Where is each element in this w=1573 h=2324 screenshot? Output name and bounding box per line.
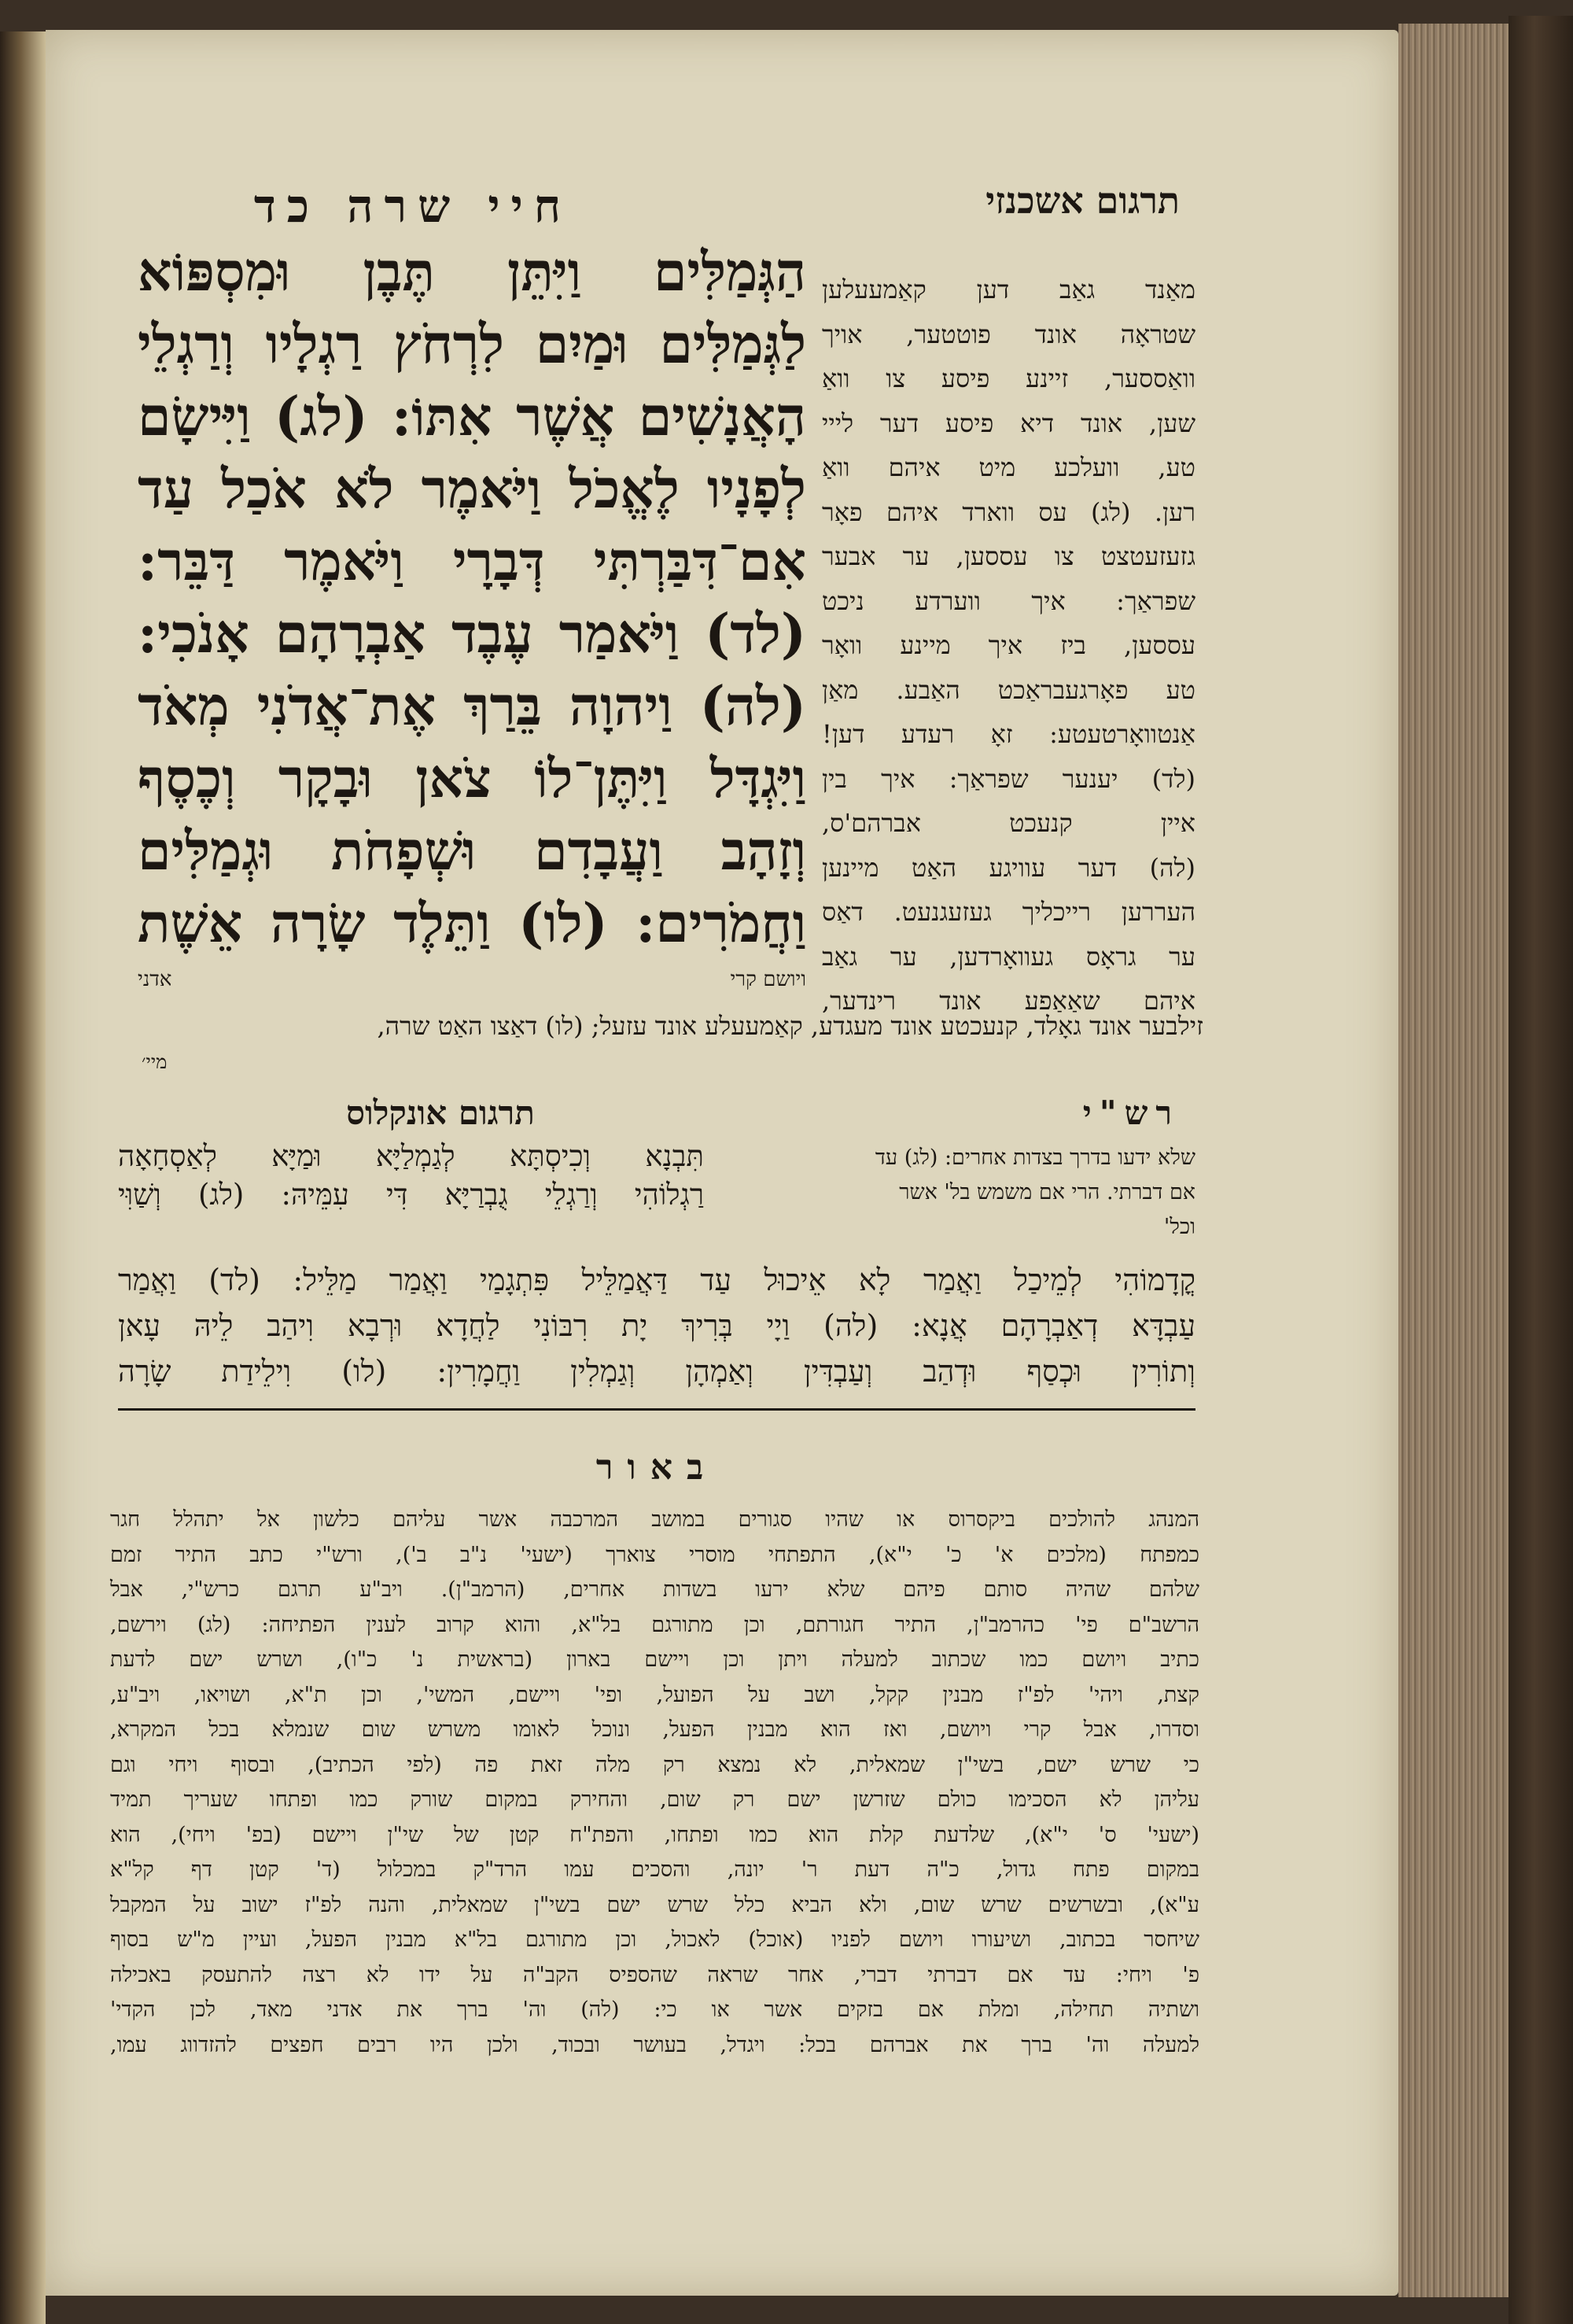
section-divider (118, 1408, 1195, 1411)
yiddish-line: (לד) יענער שפראַך: איך בין (822, 763, 1195, 794)
biur-line: במקום פתח גדול, כ"ה דעת ר' יונה, והסכים עמו הרד"ק במכלול (ד' קטן דף קל"א (110, 1857, 1199, 1882)
biur-line: שיחסר בכתוב, ושיעורו ויושם לפניו (אוכל) לאכול, וכן מתורגם בל"א מבנין הפעל, ועיין מ"ש בסוף (110, 1927, 1199, 1952)
rashi-line: וכל' (1163, 1215, 1195, 1239)
biur-line: למעלה וה' ברך את אברהם בכל: ויגדל, בעושר ובכוד, ולכן היו רבים חפצים להזדווג עמו, (110, 2032, 1199, 2057)
yiddish-line: טע, וועלכע מיט איהם וואַ (822, 452, 1195, 482)
yiddish-line: שפראַך: איך ווערדע ניכט (822, 585, 1195, 616)
onkelos-line: קֳדָמוֹהִי לְמֵיכַל וַאֲמַר לָא אֵיכוּל עַד דַּאֲמַלֵּיל פִּתְגָמַי וַאֲמַר מַלֵּיל: (לד) וַאֲמַר (118, 1263, 1195, 1297)
torah-line: (לה) וַיהוָה בֵּרַךְ אֶת־אֲדֹנִי מְאֹד (138, 675, 806, 738)
yiddish-line: איין קנעכט אברהם'ס, (822, 808, 1195, 838)
biur-line: פ' ויחי: עד אם דברתי דברי, אחר שראה שהספיס הקב"ה על ידו לא רצה להתעסק באכילה (110, 1962, 1199, 1987)
yiddish-line: וואַססער, זיינע פיסע צו וואַ (822, 363, 1195, 393)
torah-line: וְזָהָב וַעֲבָדִם וּשְׁפָחֹת וּגְמַלִּים (138, 820, 806, 883)
yiddish-line: גזעזעטצט צו עססען, ער אבער (822, 541, 1195, 571)
yiddish-line: שען, אונד דיא פיסע דער לייי (822, 408, 1195, 438)
torah-text-block (138, 236, 806, 960)
biur-line: המנהג להולכים ביקסרוס או שהיו סגורים במושב המרכבה אשר עליהם כלשון אל יתהלל חגר (110, 1507, 1199, 1532)
keri-note: ויושם קרי (730, 968, 806, 991)
yiddish-line: אַנטוואָרטעטע: זאָ רעדע דען! (822, 719, 1195, 749)
onkelos-text (118, 1137, 704, 1214)
yiddish-line: ער גראָס געוואָרדען, ער גאַב (822, 941, 1195, 972)
biur-line: עליהן לא הסכימו כולם שזרשן ישם רק שום, והחירק במקום שורק כמו ופתחו שעריך תמיד (110, 1787, 1199, 1812)
torah-line: וַחֲמֹרִים: (לו) וַתֵּלֶד שָׂרָה אֵשֶׁת (138, 892, 806, 955)
biur-line: (ישעי' ס' י"א), שלדעת קלת הוא כמו ופתחו, והפת"ח קטן של שי"ן ויישם (בפ' ויחי), הוא (110, 1822, 1199, 1847)
rashi-line: אם דברתי. הרי אם משמש בל' אשר (899, 1180, 1195, 1204)
biur-commentary (110, 1503, 1199, 2063)
onkelos-line: וְתוֹרִין וּכְסַף וּדְהַב וְעַבְדִּין וְאַמְהָן וְגַמְלִין וַחֲמָרִין: (לו) וִילֵידַת שָׂרָה (118, 1354, 1195, 1389)
page-fore-edge (1398, 24, 1509, 2297)
biur-line: כתיב ויושם כמו שכתוב למעלה ויתן וכן ויישם בארון (בראשית נ' כ"ו), ושרש ישם לדעת (110, 1647, 1199, 1672)
torah-line: אִם־דִּבַּרְתִּי דְּבָרָי וַיֹּאמֶר דַּבֵּר: (138, 530, 806, 593)
biur-line: קצת, ויהי' לפ"ז מבנין קקל, ושב על הפועל, ופי' ויישם, המשי', וכן ת"א, ושויאו, ויב"ע, (110, 1682, 1199, 1707)
biur-line: וסדרו, אבל קרי ויושם, ואז הוא מבנין הפעל, ונוכל לאומו משרש שום שנמלא בכל המקרא, (110, 1717, 1199, 1742)
left-page-edge (0, 31, 46, 2324)
yiddish-line: (לה) דער עוויגע האַט מיינען (822, 852, 1195, 883)
torah-line: לַגְּמַלִּים וּמַיִם לִרְחֹץ רַגְלָיו וְרַגְלֵי (138, 313, 806, 376)
biur-line: הרשב"ם פי' כהרמב"ן, התיר חגורתם, וכן מתורגם בל"א, והוא קרוב לענין הפתיחה: (לג) וירשם, (110, 1612, 1199, 1637)
keri-note: אדני (138, 968, 172, 991)
onkelos-text-wide (118, 1257, 1195, 1394)
yiddish-line: רען. (לג) עס ווארד איהם פאָר (822, 496, 1195, 527)
torah-line: הַגְּמַלִּים וַיִּתֵּן תֶּבֶן וּמִסְפּוֹא (138, 241, 806, 304)
yiddish-line: טע פאָרגעבראַכט האַבע. מאַן (822, 674, 1195, 705)
yiddish-continuation-line: זילבער אונד גאָלד, קנעכטע אונד מעגדע, קאַמעעלע אונד עזעל; (לו) דאַצו האַט שרה, (377, 1011, 1203, 1041)
torah-line: וַיִּגְדָּל וַיִּתֶּן־לוֹ צֹאן וּבָקָר וְכֶסֶף (138, 747, 806, 810)
onkelos-line: רַגְלוֹהִי וְרַגְלֵי גֻבְרַיָּא דִּי עִמֵּיהּ: (לג) וְשַׁוִּי (118, 1178, 704, 1212)
yiddish-line: שטראָה אונד פוטטער, אויך (822, 319, 1195, 349)
catchword: מיי׳ (142, 1051, 168, 1073)
onkelos-header: תרגום אונקלוס (346, 1094, 535, 1132)
yiddish-line: העררען רייכליך געזעגנעט. דאַס (822, 897, 1195, 927)
rashi-commentary (712, 1141, 1195, 1245)
biur-line: שלהם שהיה סותם פיהם שלא ירעו בשדות אחרים, (הרמב"ן). ויב"ע תרגם כרש"י, אבל (110, 1577, 1199, 1602)
biur-line: ושתיה תחילה, ומלת אם בזקים אשר או כי: (לה) וה' ברך את אדני מאד, לכן הקדי' (110, 1998, 1199, 2022)
book-cover-edge (1509, 16, 1573, 2324)
onkelos-line: תִּבְנָא וְכִיסְתָּא לְגַמְלַיָּא וּמַיָּא לְאַסְחָאָה (118, 1139, 704, 1173)
yiddish-translation-column (822, 267, 1195, 1024)
onkelos-line: עַבְדָּא דְאַבְרָהָם אֲנָא: (לה) וַיָי בְּרִיךְ יָת רִבּוֹנִי לַחֲדָא וּרְבָא וִיהַב לֵיהּ עָאן (118, 1308, 1195, 1343)
keri-notes (138, 968, 806, 991)
yiddish-line: איהם שאַאַפע אונד רינדער, (822, 986, 1195, 1016)
biur-line: כמפתח (מלכים א' כ' י"א), התפתחי מוסרי צוארך (ישעי' נ"ב ב'), ורש"י כתב התיר זמם (110, 1542, 1199, 1567)
yiddish-line: עססען, ביז איך מיינע וואָר (822, 630, 1195, 660)
biur-line: ע"א), ובשרשים שרש שום, ולא הביא כלל שרש ישם בשי"ן שמאלית, והנה לפ"ז ישוב על המקבל (110, 1892, 1199, 1917)
yiddish-line: מאַנד גאַב דען קאַמעעלען (822, 275, 1195, 304)
torah-line: (לד) וַיֹּאמַר עֶבֶד אַבְרָהָם אָנֹכִי: (138, 603, 806, 666)
translation-header: תרגום אשכנזי (985, 179, 1180, 222)
torah-line: לְפָנָיו לֶאֱכֹל וַיֹּאמֶר לֹא אֹכַל עַד (138, 458, 806, 521)
biur-header: באור (595, 1448, 718, 1488)
torah-line: הָאֲנָשִׁים אֲשֶׁר אִתּוֹ: (לג) וַיִּישָׂם (138, 385, 806, 448)
rashi-header: רש"י (1082, 1094, 1180, 1132)
parsha-header: חיי שרה כד (253, 179, 573, 233)
biur-line: כי שרש ישם, בשי"ן שמאלית, לא נמצא רק מלה זאת פה (לפי הכתיב), ובסוף ויחי וגם (110, 1752, 1199, 1777)
rashi-line: שלא ידעו בדרך בצדות אחרים: (לג) עד (875, 1145, 1195, 1170)
